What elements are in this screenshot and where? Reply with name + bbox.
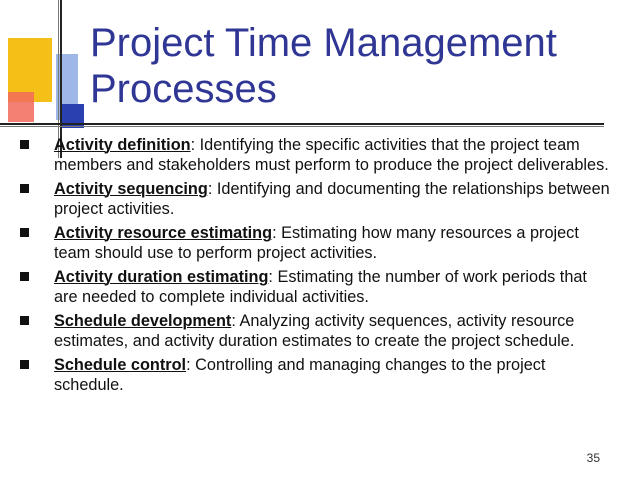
slide-title-line2: Processes bbox=[90, 67, 277, 111]
bullet-square-icon bbox=[20, 228, 29, 237]
bullet-square-icon bbox=[20, 184, 29, 193]
bullet-text: : Analyzing activity sequences, activity resource estimates, and activity duration estimates to create the project schedule. bbox=[54, 312, 575, 350]
bullet-text: : Identifying and documenting the relationships between project activities. bbox=[54, 180, 610, 218]
bullet-term: Schedule development bbox=[54, 312, 232, 330]
bullet-item bbox=[20, 355, 610, 395]
bullet-item bbox=[20, 267, 610, 307]
bullet-term: Schedule control bbox=[54, 356, 187, 374]
decor-horizontal-rule bbox=[0, 123, 604, 125]
bullet-text: : Controlling and managing changes to the project schedule. bbox=[54, 356, 546, 394]
bullet-item bbox=[20, 223, 610, 263]
bullet-square-icon bbox=[20, 272, 29, 281]
bullet-text: : Estimating the number of work periods that are needed to complete individual activities. bbox=[54, 268, 587, 306]
bullet-term: Activity sequencing bbox=[54, 180, 208, 198]
page-number: 35 bbox=[586, 451, 600, 465]
bullet-list bbox=[20, 135, 610, 399]
bullet-term: Activity definition bbox=[54, 136, 191, 154]
bullet-term: Activity resource estimating bbox=[54, 224, 273, 242]
decor-horizontal-rule-shadow bbox=[0, 126, 604, 127]
decor-red-square bbox=[8, 92, 34, 122]
bullet-term: Activity duration estimating bbox=[54, 268, 269, 286]
bullet-square-icon bbox=[20, 140, 29, 149]
slide-title-line1: Project Time Management bbox=[90, 21, 557, 65]
slide-title bbox=[90, 20, 557, 112]
bullet-text: : Estimating how many resources a project team should use to perform project activities. bbox=[54, 224, 579, 262]
bullet-square-icon bbox=[20, 316, 29, 325]
bullet-item bbox=[20, 135, 610, 175]
bullet-item bbox=[20, 179, 610, 219]
bullet-item bbox=[20, 311, 610, 351]
bullet-square-icon bbox=[20, 360, 29, 369]
bullet-text: : Identifying the specific activities that the project team members and stakeholders must perform to produce the project deliverables. bbox=[54, 136, 609, 174]
